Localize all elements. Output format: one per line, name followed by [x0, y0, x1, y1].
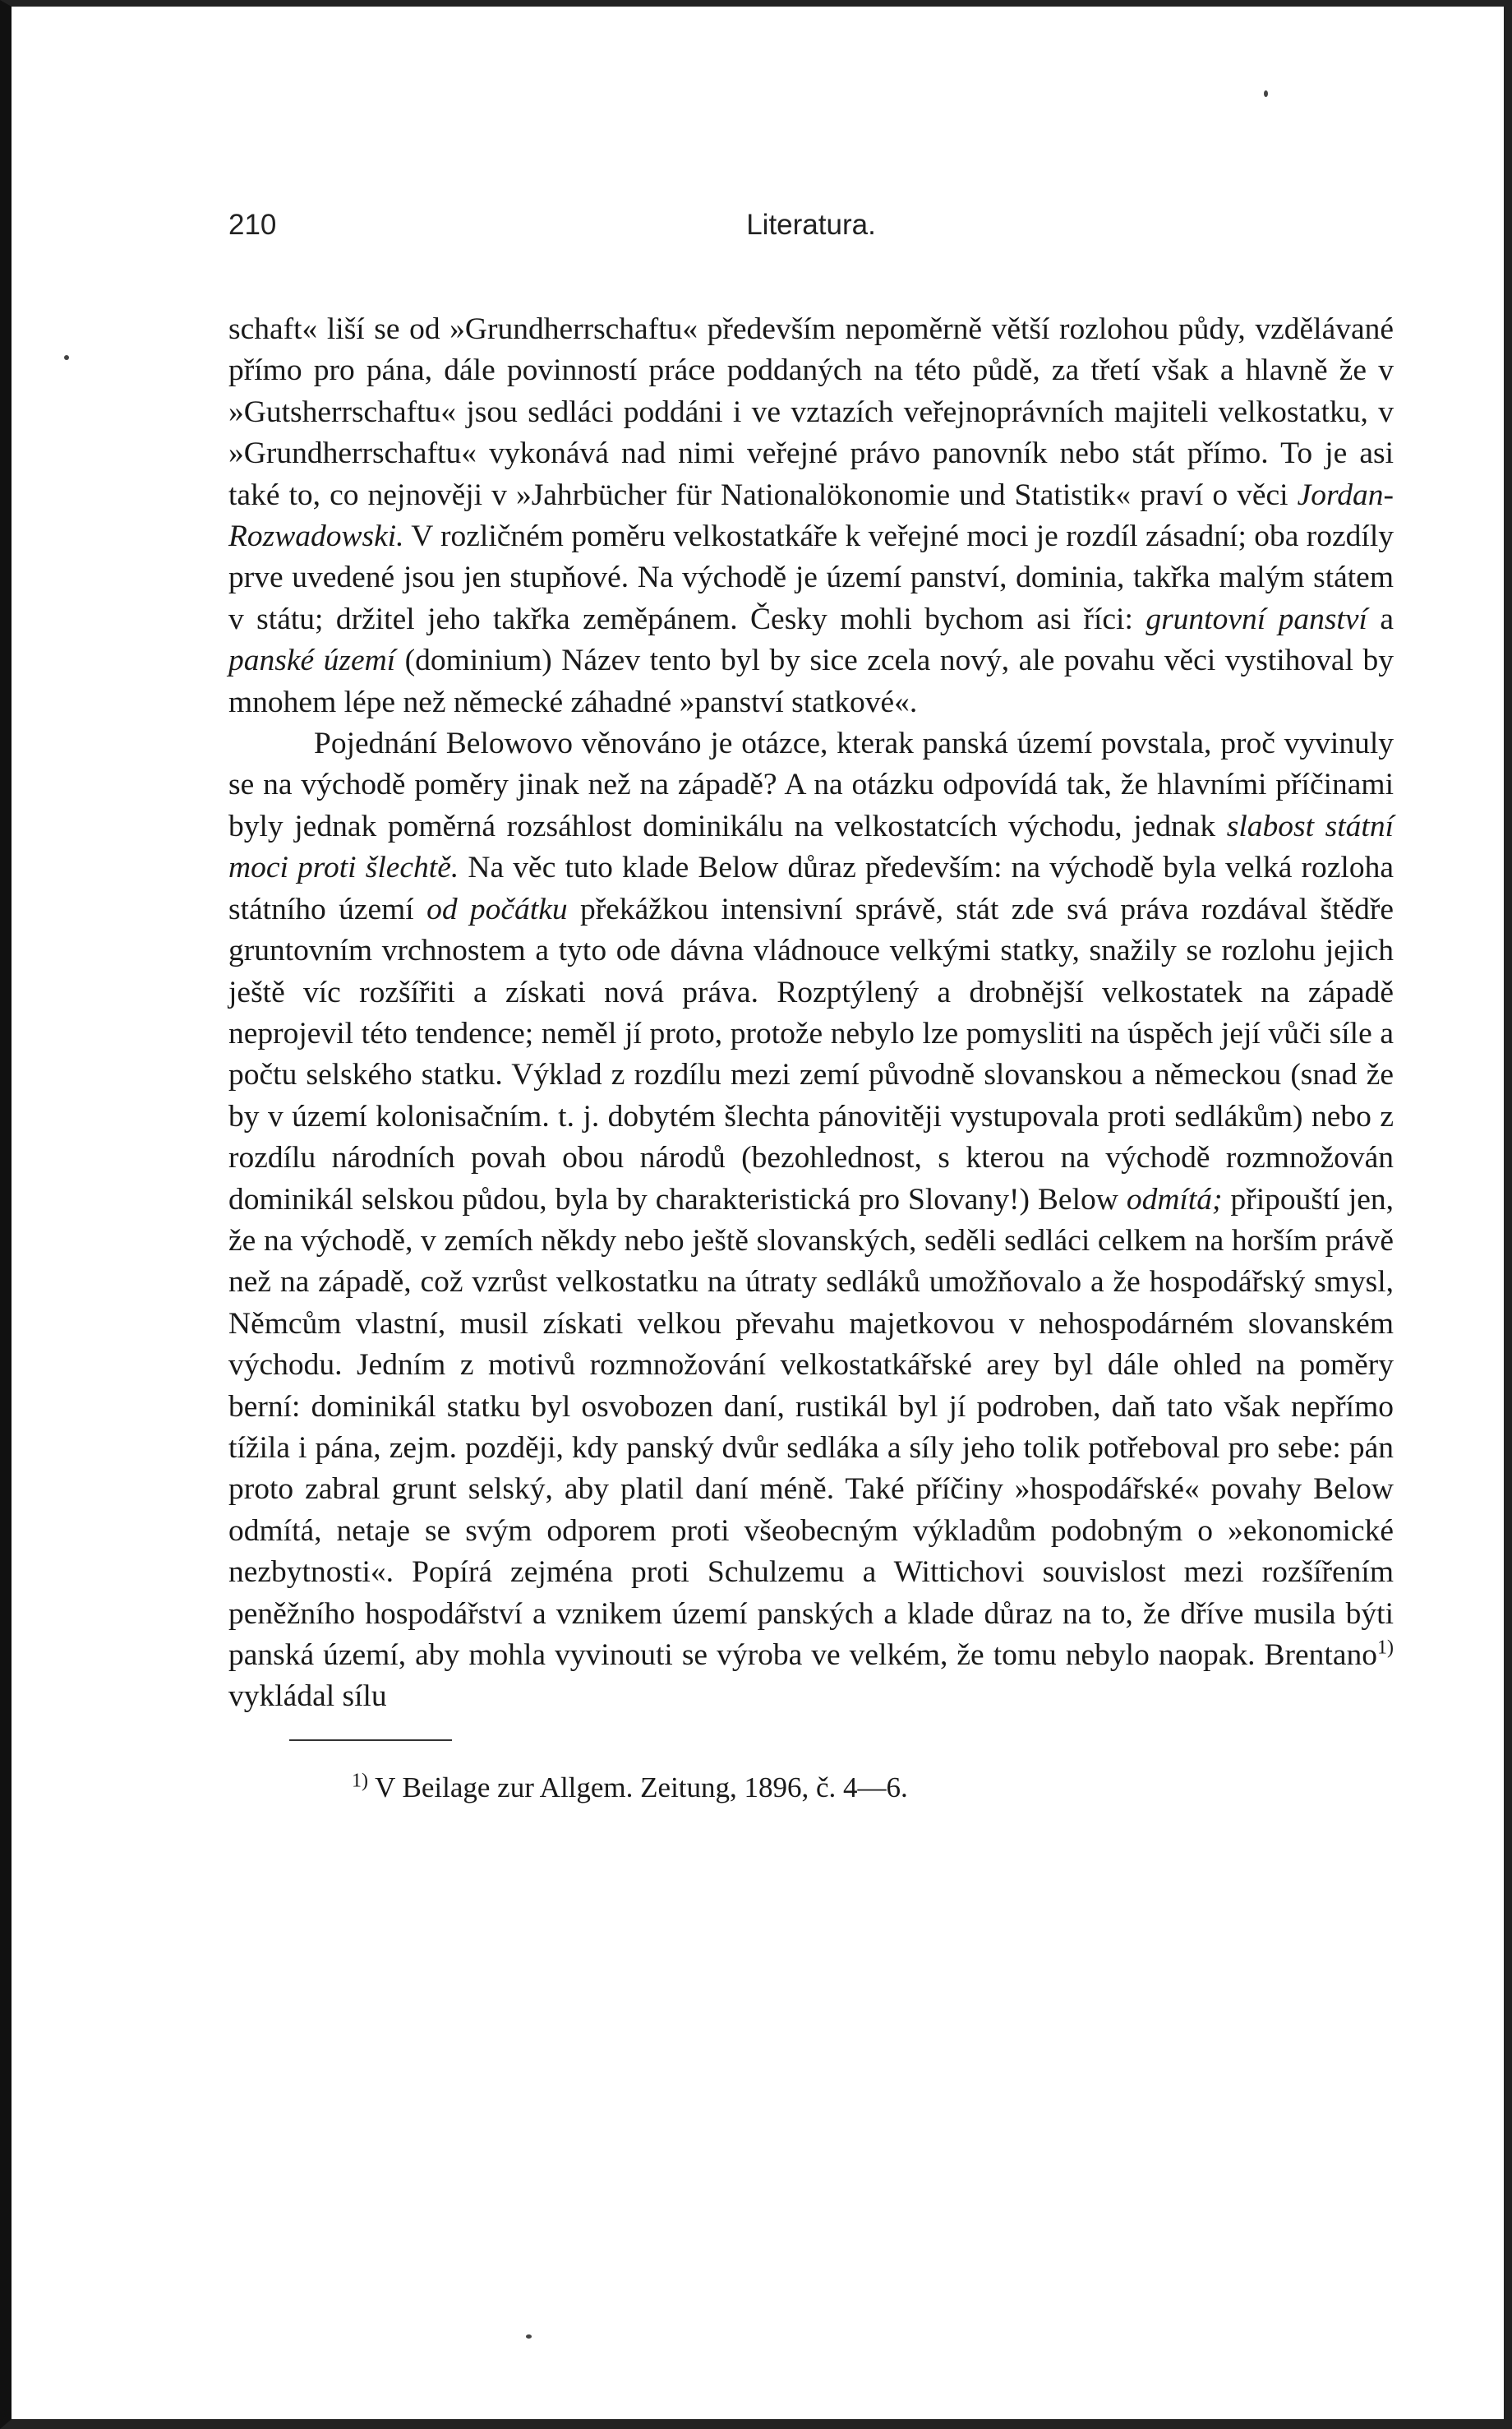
text-run: (dominium) Název tento byl by sice zcela nový, ale povahu věci vystihoval by mnohem lépe než německé záhadné »panství statkové«. [228, 644, 1394, 719]
scan-speck [526, 2334, 532, 2339]
text-run: Pojednání Belowovo věnováno je otázce, kterak panská území povstala, proč vyvinuly se na východě poměry jinak než na západě? A na otázku odpovídá tak, že hlavními příčinami byly jednak poměrná rozsáhlost dominikálu na velkostatcích východu, jednak [228, 727, 1394, 843]
italic-text: panské území [228, 644, 396, 678]
paragraph [228, 723, 1394, 1718]
footnote-rule [289, 1739, 452, 1741]
italic-text: od počátku [426, 892, 568, 926]
text-run: V rozličném poměru velkostatkáře k veřejné moci je rozdíl zásadní; oba rozdíly prve uvedené jsou jen stupňové. Na východě je území panství, dominia, takřka malým státem v státu; držitel jeho takřka zeměpánem. Česky mohli bychom asi říci: [228, 520, 1394, 636]
footnote-marker: 1) [352, 1770, 368, 1792]
page-number: 210 [228, 209, 277, 241]
text-run: schaft« liší se od »Grundherrschaftu« především nepoměrně větší rozlohou půdy, vzdělávané přímo pro pána, dále povinností práce poddaných na této půdě, za třetí však a hlavně že v »Gutsherrschaftu« jsou sedláci poddáni i ve vztazích veřejnoprávních majiteli velkostatku, v »Grundherrschaftu« vykonává nad nimi veřejné právo panovník nebo stát přímo. To je asi také to, co nejnověji v »Jahrbücher für Nationalökonomie und Statistik« praví o věci [228, 312, 1394, 512]
footnote-text: V Beilage zur Allgem. Zeitung, 1896, č. 4—6. [368, 1771, 908, 1803]
text-run: překážkou intensivní správě, stát zde svá práva rozdával štědře gruntovním vrchnostem a tyto ode dávna vládnouce velkými statky, snažily se rozlohu jejich ještě víc rozšířiti a získati nová práva. Rozptýlený a drobnější velkostatek na západě neprojevil této tendence; neměl jí proto, protože nebylo lze pomysliti na úspěch její vůči síle a počtu selského statku. Výklad z rozdílu mezi zemí původně slovanskou a německou (snad že by v území kolonisačním. t. j. dobytém šlechta pánovitěji vystupovala proti sedlákům) nebo z rozdílu národních povah obou národů (bezohlednost, s kterou na východě rozmnožován dominikál selskou půdou, byla by charakteristická pro Slovany!) Below [228, 892, 1394, 1217]
running-head: Literatura. [746, 209, 876, 241]
text-run: a [1367, 602, 1394, 636]
scan-speck [64, 355, 69, 360]
italic-text: gruntovní panství [1146, 602, 1367, 636]
italic-text: odmítá; [1126, 1182, 1223, 1217]
page [228, 209, 1394, 1807]
text-run: Na věc tuto klade Below důraz především: na východě byla velká rozloha státního území [228, 851, 1394, 926]
text-run: vykládal sílu [228, 1679, 387, 1714]
italic-text: Jordan-Rozwadowski. [228, 478, 1394, 554]
scan-speck [1264, 90, 1268, 97]
footnote [352, 1769, 1394, 1807]
page-header [228, 209, 1394, 258]
paragraph [228, 309, 1394, 723]
italic-text: slabost státní moci proti šlechtě. [228, 809, 1394, 885]
footnote-ref: 1) [1377, 1637, 1394, 1659]
body-text [228, 309, 1394, 1718]
text-run: připouští jen, že na východě, v zemích někdy nebo ještě slovanských, seděli sedláci celkem na horším právě než na západě, což vzrůst velkostatku na útraty sedláků umožňovalo a že hospodářský smysl, Němcům vlastní, musil získati velkou převahu majetkovou v nehospodárném slovanském východu. Jedním z motivů rozmnožování velkostatkářské arey byl dále ohled na poměry berní: dominikál statku byl osvobozen daní, rustikál byl jí podroben, daň tato však nepřímo tížila i pána, zejm. později, kdy panský dvůr sedláka a síly jeho tolik potřeboval pro sebe: pán proto zabral grunt selský, aby platil daní méně. Také příčiny »hospodářské« povahy Below odmítá, netaje se svým odporem proti všeobecným výkladům podobným o »ekonomické nezbytnosti«. Popírá zejména proti Schulzemu a Wittichovi souvislost mezi rozšířením peněžního hospodářství a vznikem území panských a klade důraz na to, že dříve musila býti panská území, aby mohla vyvinouti se výroba ve velkém, že tomu nebylo naopak. Brentano [228, 1182, 1394, 1672]
